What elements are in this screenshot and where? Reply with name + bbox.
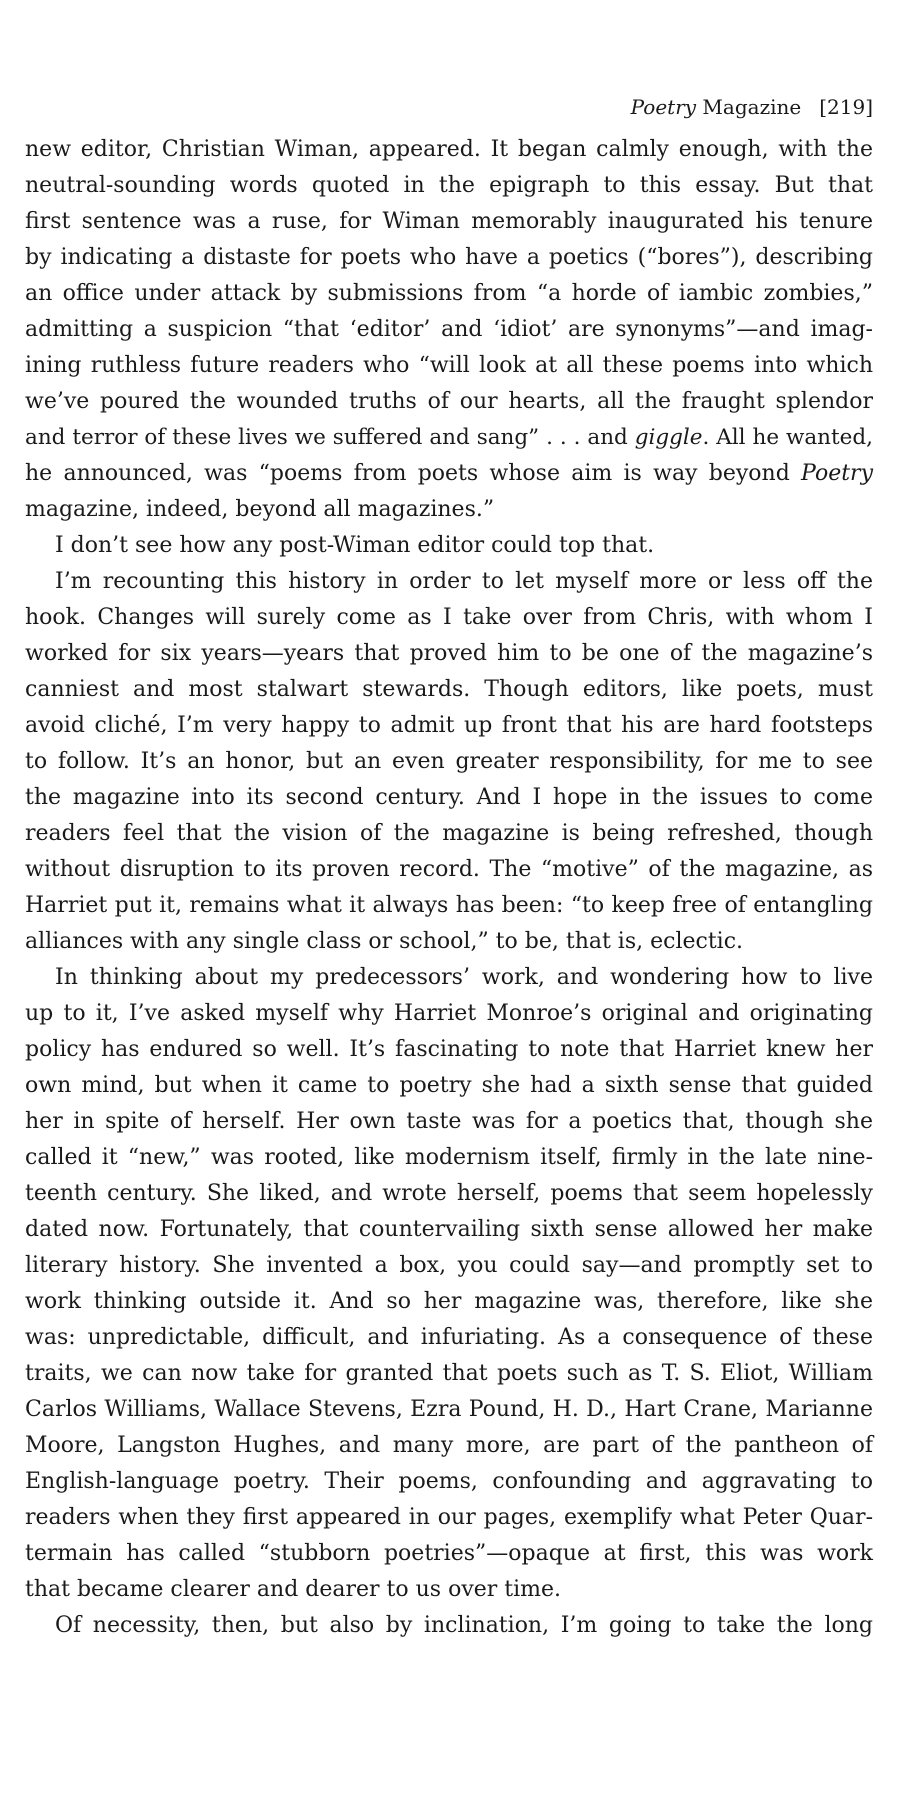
text-run: we’ve poured the wounded truths of our hearts, all the fraught splendor [25,389,873,414]
text-line [25,708,873,744]
text-run: worked for six years—years that proved him to be one of the magazine’s [25,641,873,666]
page-number: [219] [819,95,873,119]
text-run: traits, we can now take for granted that poets such as T. S. Eliot, William [25,1361,873,1386]
text-line [25,132,873,168]
text-line [25,600,873,636]
text-run: neutral-sounding words quoted in the epigraph to this essay. But that [25,173,873,198]
journal-title-rest: Magazine [696,95,802,119]
text-run: teenth century. She liked, and wrote herself, poems that seem hopelessly [25,1181,873,1206]
text-line [25,636,873,672]
text-run: dated now. Fortunately, that countervailing sixth sense allowed her make [25,1217,873,1242]
text-run: . All he wanted, [702,425,873,450]
text-run: In thinking about my predecessors’ work, and wondering how to live [55,965,873,990]
text-line [25,276,873,312]
text-line [25,1392,873,1428]
text-run: her in spite of herself. Her own taste was for a poetics that, though she [25,1109,873,1134]
running-head [631,93,873,121]
text-line [25,1212,873,1248]
text-line [25,852,873,888]
text-line [25,672,873,708]
text-line [25,420,873,456]
text-line [25,456,873,492]
text-run: Harriet put it, remains what it always has been: “to keep free of entangling [25,893,873,918]
journal-title-italic: Poetry [630,95,697,119]
text-run: work thinking outside it. And so her magazine was, therefore, like she [25,1289,873,1314]
text-line [25,888,873,924]
text-line [25,384,873,420]
text-line [25,168,873,204]
text-run: alliances with any single class or school,” to be, that is, eclectic. [25,929,744,954]
text-line [25,1536,873,1572]
text-line [25,204,873,240]
text-line [25,240,873,276]
text-run: termain has called “stubborn poetries”—opaque at first, this was work [25,1541,873,1566]
text-line [25,1500,873,1536]
paragraph [25,528,873,564]
text-run: magazine, indeed, beyond all magazines.” [25,497,495,522]
italic-text: giggle [634,425,703,450]
italic-text: Poetry [801,461,873,486]
text-run: readers when they first appeared in our pages, exemplify what Peter Quar- [25,1505,873,1530]
text-line [25,348,873,384]
paragraph [25,1608,873,1644]
text-line [25,780,873,816]
text-run: was: unpredictable, difficult, and infuriating. As a consequence of these [25,1325,873,1350]
text-run: avoid cliché, I’m very happy to admit up front that his are hard footsteps [25,713,873,738]
text-line [25,1248,873,1284]
text-run: without disruption to its proven record. The “motive” of the magazine, as [25,857,873,882]
text-line [25,528,873,564]
text-run: Moore, Langston Hughes, and many more, are part of the pantheon of [25,1433,873,1458]
text-run: called it “new,” was rooted, like modernism itself, firmly in the late nine- [25,1145,873,1170]
text-run: by indicating a distaste for poets who have a poetics (“bores”), describing [25,245,873,270]
text-run: an office under attack by submissions from “a horde of iambic zombies,” [25,281,873,306]
text-line [25,312,873,348]
text-run: literary history. She invented a box, you could say—and promptly set to [25,1253,873,1278]
text-line [25,924,873,960]
text-line [25,816,873,852]
text-line [25,744,873,780]
text-line [25,492,873,528]
text-run: and terror of these lives we suffered and sang” . . . and [25,425,635,450]
text-line [25,960,873,996]
text-line [25,996,873,1032]
text-line [25,1104,873,1140]
text-run: to follow. It’s an honor, but an even greater responsibility, for me to see [25,749,873,774]
text-run: I don’t see how any post-Wiman editor could top that. [55,533,655,558]
text-line [25,1140,873,1176]
text-run: admitting a suspicion “that ‘editor’ and ‘idiot’ are synonyms”—and imag- [25,317,873,342]
text-line [25,1428,873,1464]
text-run: canniest and most stalwart stewards. Though editors, like poets, must [25,677,873,702]
text-run: up to it, I’ve asked myself why Harriet Monroe’s original and originating [25,1001,873,1026]
text-line [25,1572,873,1608]
text-line [25,1032,873,1068]
paragraph [25,132,873,528]
text-run: own mind, but when it came to poetry she had a sixth sense that guided [25,1073,873,1098]
text-line [25,1608,873,1644]
text-line [25,564,873,600]
text-line [25,1284,873,1320]
body-text [25,132,873,1644]
text-line [25,1068,873,1104]
text-run: English-language poetry. Their poems, confounding and aggravating to [25,1469,873,1494]
text-run: that became clearer and dearer to us over time. [25,1577,562,1602]
paragraph [25,564,873,960]
text-line [25,1464,873,1500]
text-run: readers feel that the vision of the magazine is being refreshed, though [25,821,873,846]
text-run: hook. Changes will surely come as I take over from Chris, with whom I [25,605,873,630]
text-run: new editor, Christian Wiman, appeared. It began calmly enough, with the [25,137,873,162]
text-line [25,1320,873,1356]
text-line [25,1356,873,1392]
text-run: Of necessity, then, but also by inclination, I’m going to take the long [55,1613,873,1638]
text-line [25,1176,873,1212]
text-run: I’m recounting this history in order to let myself more or less off the [55,569,873,594]
paragraph [25,960,873,1608]
text-run: he announced, was “poems from poets whose aim is way beyond [25,461,802,486]
text-run: ining ruthless future readers who “will look at all these poems into which [25,353,873,378]
text-run: policy has endured so well. It’s fascinating to note that Harriet knew her [25,1037,873,1062]
text-run: first sentence was a ruse, for Wiman memorably inaugurated his tenure [25,209,873,234]
text-run: the magazine into its second century. And I hope in the issues to come [25,785,873,810]
text-run: Carlos Williams, Wallace Stevens, Ezra Pound, H. D., Hart Crane, Marianne [25,1397,873,1422]
